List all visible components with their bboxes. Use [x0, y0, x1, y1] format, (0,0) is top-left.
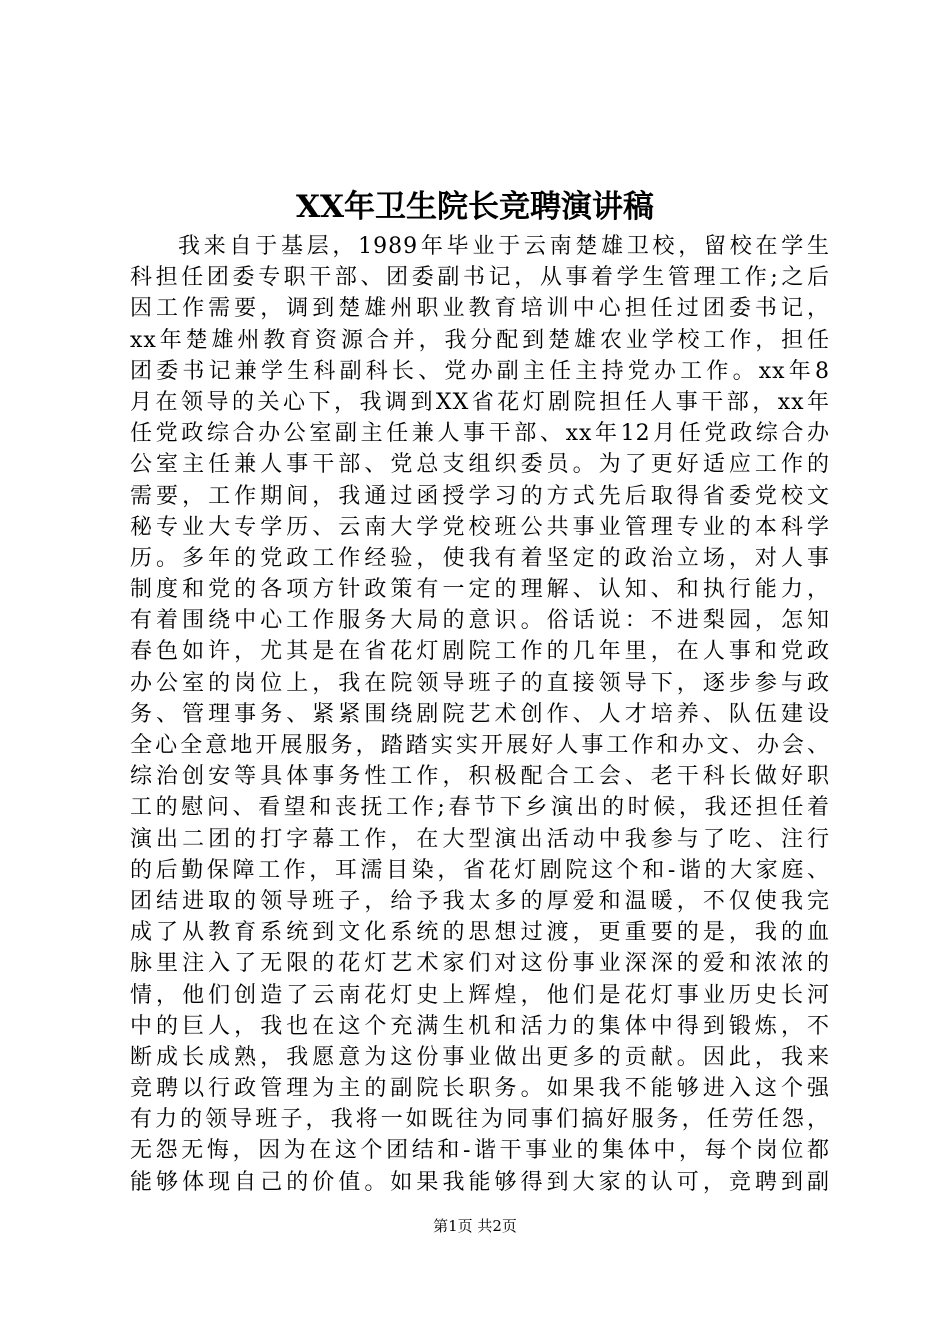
document-title: XX年卫生院长竞聘演讲稿 [295, 189, 655, 225]
body-line: 成了从教育系统到文化系统的思想过渡，更重要的是，我的血 [130, 920, 830, 946]
body-line: 春色如许，尤其是在省花灯剧院工作的几年里，在人事和党政 [130, 639, 830, 665]
body-line: 科担任团委专职干部、团委副书记，从事着学生管理工作;之后 [130, 265, 830, 291]
body-line: 能够体现自己的价值。如果我能够得到大家的认可，竞聘到副 [130, 1169, 830, 1195]
page-number-footer: 第1页 共2页 [433, 1217, 517, 1235]
body-line: 务、管理事务、紧紧围绕剧院艺术创作、人才培养、队伍建设 [130, 701, 830, 727]
document-body [130, 231, 830, 1198]
body-line: xx年楚雄州教育资源合并，我分配到楚雄农业学校工作，担任 [130, 327, 830, 353]
body-line: 中的巨人，我也在这个充满生机和活力的集体中得到锻炼，不 [130, 1013, 830, 1039]
body-line: 历。多年的党政工作经验，使我有着坚定的政治立场，对人事 [130, 545, 830, 571]
body-line: 任党政综合办公室副主任兼人事干部、xx年12月任党政综合办 [130, 421, 830, 447]
body-line: 公室主任兼人事干部、党总支组织委员。为了更好适应工作的 [130, 452, 830, 478]
body-line: 竞聘以行政管理为主的副院长职务。如果我不能够进入这个强 [130, 1076, 830, 1102]
body-line: 团委书记兼学生科副科长、党办副主任主持党办工作。xx年8 [130, 358, 830, 384]
body-line: 制度和党的各项方针政策有一定的理解、认知、和执行能力， [130, 577, 830, 603]
body-line: 团结进取的领导班子，给予我太多的厚爱和温暖，不仅使我完 [130, 888, 830, 914]
body-line: 工的慰问、看望和丧抚工作;春节下乡演出的时候，我还担任着 [130, 795, 830, 821]
body-line: 综治创安等具体事务性工作，积极配合工会、老干科长做好职 [130, 764, 830, 790]
body-line: 演出二团的打字幕工作，在大型演出活动中我参与了吃、注行 [130, 826, 830, 852]
body-line: 脉里注入了无限的花灯艺术家们对这份事业深深的爱和浓浓的 [130, 951, 830, 977]
body-line: 因工作需要，调到楚雄州职业教育培训中心担任过团委书记， [130, 296, 830, 322]
body-line: 秘专业大专学历、云南大学党校班公共事业管理专业的本科学 [130, 514, 830, 540]
body-line: 断成长成熟，我愿意为这份事业做出更多的贡献。因此，我来 [130, 1044, 830, 1070]
body-line: 我来自于基层，1989年毕业于云南楚雄卫校，留校在学生 [178, 234, 830, 259]
body-line: 月在领导的关心下，我调到XX省花灯剧院担任人事干部，xx年 [130, 389, 830, 415]
body-line: 有着围绕中心工作服务大局的意识。俗话说：不进梨园，怎知 [130, 608, 830, 634]
body-line: 情，他们创造了云南花灯史上辉煌，他们是花灯事业历史长河 [130, 982, 830, 1008]
body-line: 全心全意地开展服务，踏踏实实开展好人事工作和办文、办会、 [130, 733, 830, 758]
body-line: 有力的领导班子，我将一如既往为同事们搞好服务，任劳任怨， [130, 1107, 830, 1133]
body-line: 需要，工作期间，我通过函授学习的方式先后取得省委党校文 [130, 483, 830, 509]
body-line: 办公室的岗位上，我在院领导班子的直接领导下，逐步参与政 [130, 670, 830, 696]
body-line: 无怨无悔，因为在这个团结和-谐干事业的集体中，每个岗位都 [130, 1138, 830, 1164]
body-line: 的后勤保障工作，耳濡目染，省花灯剧院这个和-谐的大家庭、 [130, 857, 830, 883]
